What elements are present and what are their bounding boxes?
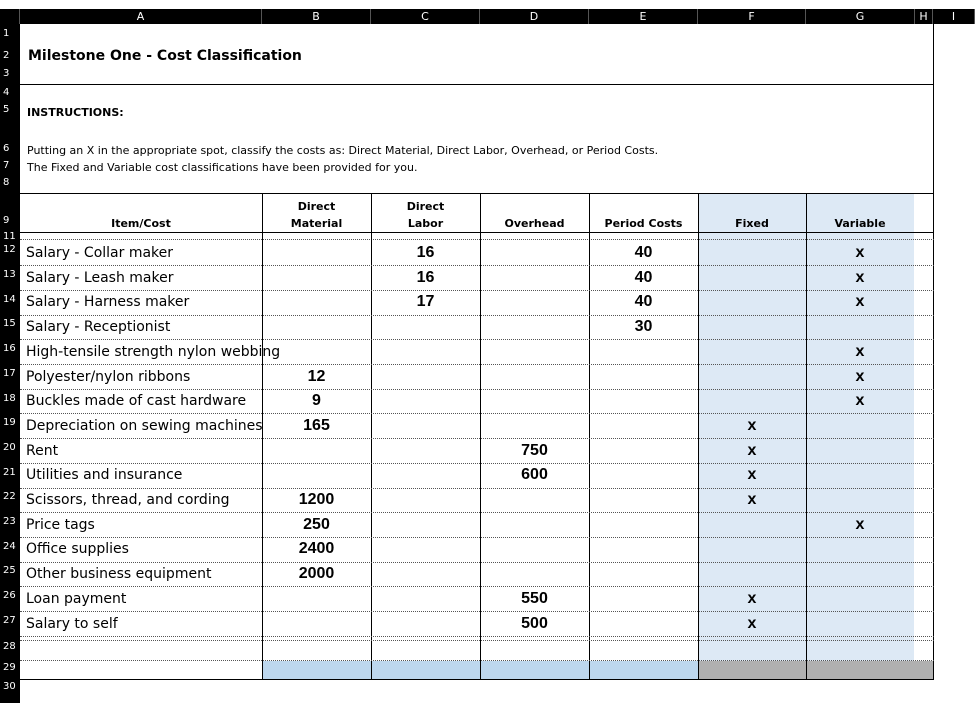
direct-material-cell[interactable]: 9 [312, 392, 321, 410]
column-header-bar [0, 9, 975, 24]
row-number[interactable]: 16 [3, 343, 16, 354]
column-header-d[interactable]: D [480, 9, 589, 24]
header-period-costs: Period Costs [604, 217, 683, 230]
row-divider [20, 636, 934, 637]
row-number[interactable]: 22 [3, 491, 16, 502]
item-cost-cell[interactable]: Salary - Collar maker [26, 245, 174, 261]
item-cost-cell[interactable]: Depreciation on sewing machines [26, 417, 263, 434]
header-fixed: Fixed [735, 217, 769, 230]
row-number[interactable]: 14 [3, 294, 16, 305]
variable-column-fill [806, 194, 914, 661]
direct-material-cell[interactable]: 165 [303, 416, 330, 434]
fixed-cell[interactable]: x [747, 416, 757, 434]
column-header-f[interactable]: F [698, 9, 806, 24]
row-number[interactable]: 8 [3, 177, 10, 188]
row-number[interactable]: 30 [3, 681, 16, 692]
item-cost-cell[interactable]: Price tags [26, 516, 95, 533]
row-divider [20, 463, 934, 464]
header-direct-labor-1: Direct [406, 200, 445, 213]
row-number[interactable]: 24 [3, 541, 16, 552]
column-header-i[interactable]: I [933, 9, 975, 24]
row-divider [20, 413, 934, 414]
row-divider [20, 315, 934, 316]
grid-v-g [806, 194, 807, 679]
item-cost-cell[interactable]: Office supplies [26, 541, 129, 558]
row-divider [20, 562, 934, 563]
fixed-cell[interactable]: x [747, 614, 757, 632]
grid-v-e [589, 194, 590, 679]
header-direct-material-2: Material [290, 217, 343, 230]
row-number[interactable]: 3 [3, 68, 10, 79]
row-number[interactable]: 21 [3, 467, 16, 478]
overhead-cell[interactable]: 550 [521, 589, 548, 607]
row-divider [20, 438, 934, 439]
row-number[interactable]: 11 [3, 231, 16, 242]
row-number[interactable]: 23 [3, 516, 16, 527]
row-number[interactable]: 25 [3, 565, 16, 576]
item-cost-cell[interactable]: High-tensile strength nylon webbing [26, 343, 281, 360]
title-divider [20, 84, 934, 85]
variable-cell[interactable]: x [855, 293, 865, 311]
variable-cell[interactable]: x [855, 392, 865, 410]
variable-cell[interactable]: x [855, 268, 865, 286]
direct-labor-cell[interactable]: 16 [416, 244, 435, 261]
fixed-cell[interactable]: x [747, 491, 757, 508]
row-divider [20, 660, 934, 661]
instruction-line-2: The Fixed and Variable cost classifications have been provided for you. [27, 161, 418, 174]
item-cost-cell[interactable]: Salary - Receptionist [26, 319, 171, 336]
variable-cell[interactable]: x [855, 342, 865, 360]
column-header-c[interactable]: C [371, 9, 480, 24]
select-all-corner[interactable] [0, 9, 20, 24]
direct-labor-cell[interactable]: 17 [416, 293, 435, 311]
row-number[interactable]: 26 [3, 590, 16, 601]
column-header-h[interactable]: H [915, 9, 933, 24]
item-cost-cell[interactable]: Salary to self [26, 615, 118, 632]
row-number[interactable]: 19 [3, 417, 16, 428]
grid-v-b [262, 194, 263, 679]
overhead-cell[interactable]: 750 [521, 441, 548, 459]
row-number[interactable]: 13 [3, 269, 16, 280]
column-header-g[interactable]: G [806, 9, 915, 24]
row-number[interactable]: 28 [3, 641, 16, 652]
row-number[interactable]: 5 [3, 104, 10, 115]
row-number[interactable]: 29 [3, 662, 16, 673]
period-costs-cell[interactable]: 40 [634, 293, 653, 311]
header-bottom-border [20, 232, 934, 233]
row-number[interactable]: 4 [3, 87, 10, 98]
row-number[interactable]: 20 [3, 442, 16, 453]
column-header-a[interactable]: A [20, 9, 262, 24]
item-cost-cell[interactable]: Utilities and insurance [26, 467, 183, 484]
fixed-cell[interactable]: x [747, 466, 757, 484]
direct-material-cell[interactable]: 2000 [298, 565, 335, 583]
row-divider [20, 611, 934, 612]
variable-cell[interactable]: x [855, 367, 865, 385]
row-number[interactable]: 15 [3, 318, 16, 329]
item-cost-cell[interactable]: Salary - Leash maker [26, 269, 174, 286]
row-number[interactable]: 17 [3, 368, 16, 379]
direct-labor-cell[interactable]: 16 [416, 268, 435, 286]
table-bottom-border [20, 679, 934, 680]
row-header-strip [0, 24, 20, 703]
direct-material-cell[interactable]: 2400 [298, 540, 335, 558]
header-dotted-line [20, 239, 934, 240]
variable-cell[interactable]: x [855, 244, 865, 261]
row-divider [20, 364, 934, 365]
item-cost-cell[interactable]: Other business equipment [26, 566, 212, 583]
header-direct-labor-2: Labor [407, 217, 444, 230]
direct-material-cell[interactable]: 1200 [298, 491, 335, 508]
row-number[interactable]: 7 [3, 160, 10, 171]
sheet-title: Milestone One - Cost Classification [28, 48, 302, 64]
item-cost-cell[interactable]: Rent [26, 442, 59, 459]
row-divider [20, 640, 934, 641]
row-divider [20, 586, 934, 587]
row-number[interactable]: 1 [3, 28, 10, 39]
overhead-cell[interactable]: 500 [521, 614, 548, 632]
row-divider [20, 389, 934, 390]
row-divider [20, 265, 934, 266]
period-costs-cell[interactable]: 30 [634, 318, 653, 336]
item-cost-cell[interactable]: Buckles made of cast hardware [26, 393, 247, 410]
row-number[interactable]: 2 [3, 50, 10, 61]
direct-material-cell[interactable]: 12 [307, 367, 326, 385]
row-number[interactable]: 9 [3, 215, 10, 226]
header-variable: Variable [834, 217, 886, 230]
row-divider [20, 537, 934, 538]
row-divider [20, 488, 934, 489]
row-divider [20, 339, 934, 340]
column-header-b[interactable]: B [262, 9, 371, 24]
header-item-cost: Item/Cost [111, 217, 171, 230]
header-direct-material-1: Direct [297, 200, 336, 213]
direct-material-cell[interactable]: 250 [303, 515, 330, 533]
row-number[interactable]: 27 [3, 615, 16, 626]
instructions-label: INSTRUCTIONS: [27, 106, 124, 119]
column-header-e[interactable]: E [589, 9, 698, 24]
period-costs-cell[interactable]: 40 [634, 268, 653, 286]
item-cost-cell[interactable]: Loan payment [26, 590, 127, 607]
fixed-cell[interactable]: x [747, 589, 757, 607]
total-fill-fg [698, 661, 933, 679]
row-divider [20, 290, 934, 291]
instruction-line-1: Putting an X in the appropriate spot, classify the costs as: Direct Material, Direct Labor, Overhead, or Period Costs. [27, 144, 659, 157]
row-number[interactable]: 6 [3, 143, 10, 154]
row-number[interactable]: 12 [3, 244, 16, 255]
grid-v-c [371, 194, 372, 679]
row-divider [20, 512, 934, 513]
overhead-cell[interactable]: 600 [521, 466, 548, 484]
item-cost-cell[interactable]: Scissors, thread, and cording [26, 492, 230, 508]
variable-cell[interactable]: x [855, 515, 865, 533]
right-border [933, 24, 934, 679]
row-number[interactable]: 18 [3, 393, 16, 404]
item-cost-cell[interactable]: Polyester/nylon ribbons [26, 368, 191, 385]
header-overhead: Overhead [504, 217, 565, 230]
fixed-cell[interactable]: x [747, 441, 757, 459]
period-costs-cell[interactable]: 40 [634, 244, 653, 261]
item-cost-cell[interactable]: Salary - Harness maker [26, 294, 190, 311]
